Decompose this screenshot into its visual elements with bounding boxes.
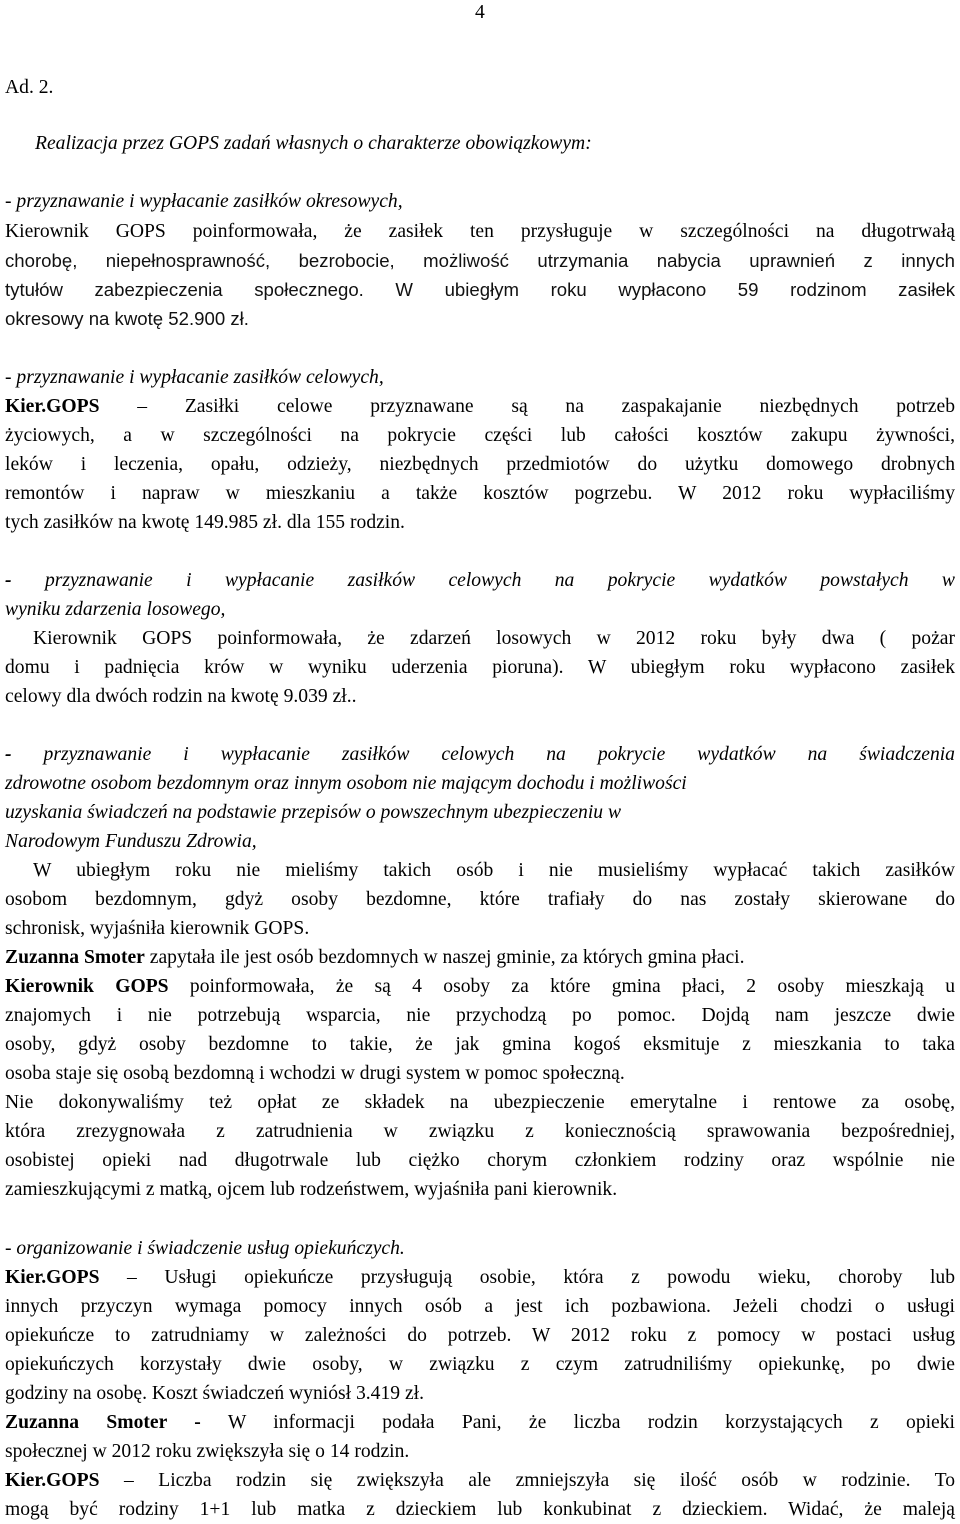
speaker-label: Zuzanna Smoter — [5, 947, 145, 968]
sec4-para-3: osobistej opieki nad długotrwale lub ciężko chorym członkiem rodziny oraz wspólnie nie — [5, 1150, 955, 1171]
sec1-line-3: tytułów zabezpieczenia społecznego. W ubiegłym roku wypłacono 59 rodzinom zasiłek — [5, 279, 955, 300]
sec4-title-2: zdrowotne osobom bezdomnym oraz innym osobom nie mającym dochodu i możliwości — [5, 773, 687, 794]
sec1-line-1: Kierownik GOPS poinformowała, że zasiłek ten przysługuje w szczególności na długotrwałą — [5, 221, 955, 242]
sec5-answer-1-text: – Liczba rodzin się zwiększyła ale zmniejszyła się ilość osób w rodzinie. To — [99, 1470, 955, 1491]
section-heading: Ad. 2. — [5, 77, 54, 98]
sec1-line-4: okresowy na kwotę 52.900 zł. — [5, 308, 249, 329]
sec3-title-1 — [5, 567, 955, 595]
sec4-answer-4: osoba staje się osobą bezdomną i wchodzi w drugi system w pomoc społeczną. — [5, 1063, 625, 1084]
sec2-line-3: leków i leczenia, opału, odzieży, niezbędnych przedmiotów do użytku domowego drobnych — [5, 454, 955, 475]
sec4-line-1: W ubiegłym roku nie mieliśmy takich osób i nie musieliśmy wypłacać takich zasiłków — [33, 860, 955, 881]
sec2-line-5: tych zasiłków na kwotę 149.985 zł. dla 155 rodzin. — [5, 512, 405, 533]
sec5-question-text: W informacji podała Pani, że liczba rodzin korzystających z opieki — [200, 1412, 955, 1433]
sec5-question — [5, 1409, 955, 1437]
dash: - — [5, 744, 44, 765]
sec5-answer-1 — [5, 1467, 955, 1495]
sec4-para-1: Nie dokonywaliśmy też opłat ze składek na ubezpieczenie emerytalne i rentowe za osobę, — [5, 1092, 955, 1113]
speaker-label: Zuzanna Smoter - — [5, 1412, 201, 1433]
sec4-line-3: schronisk, wyjaśniła kierownik GOPS. — [5, 918, 310, 939]
sec1-title: - przyznawanie i wypłacanie zasiłków okresowych, — [5, 191, 403, 212]
sec4-title-3: uzyskania świadczeń na podstawie przepisów o powszechnym ubezpieczeniu w — [5, 802, 622, 823]
intro-heading: Realizacja przez GOPS zadań własnych o charakterze obowiązkowym: — [35, 133, 592, 154]
sec3-line-1: Kierownik GOPS poinformowała, że zdarzeń losowych w 2012 roku były dwa ( pożar — [33, 628, 955, 649]
sec4-line-2: osobom bezdomnym, gdyż osoby bezdomne, które trafiały do nas zostały skierowane do — [5, 889, 955, 910]
sec4-title-1 — [5, 741, 955, 769]
sec2-line-1 — [5, 393, 955, 421]
sec4-question-text: zapytała ile jest osób bezdomnych w naszej gminie, za których gmina płaci. — [144, 947, 745, 968]
sec2-line-4: remontów i napraw w mieszkaniu a także kosztów pogrzebu. W 2012 roku wypłaciliśmy — [5, 483, 955, 504]
sec4-answer-3: osoby, gdyż osoby bezdomne to takie, że jak gmina kogoś eksmituje z mieszkania to taka — [5, 1034, 955, 1055]
sec5-answer-2: mogą być rodziny 1+1 lub matka z dzieckiem lub konkubinat z dzieckiem. Widać, że maleją — [5, 1499, 955, 1520]
sec4-para-2: która zrezygnowała z zatrudnienia w związku z koniecznością sprawowania bezpośredniej, — [5, 1121, 955, 1142]
speaker-label: Kier.GOPS — [5, 396, 100, 417]
sec4-question — [5, 944, 955, 972]
sec5-line-5: godziny na osobę. Koszt świadczeń wyniósł 3.419 zł. — [5, 1383, 425, 1404]
sec3-title-2: wyniku zdarzenia losowego, — [5, 599, 226, 620]
sec1-line-2: chorobę, niepełnosprawność, bezrobocie, możliwość utrzymania nabycia uprawnień z innych — [5, 250, 955, 271]
sec5-line-4: opiekuńczych korzystały dwie osoby, w związku z czym zatrudniliśmy opiekunkę, po dwie — [5, 1354, 955, 1375]
sec5-line-2: innych przyczyn wymaga pomocy innych osób a jest ich pozbawiona. Jeżeli chodzi o usługi — [5, 1296, 955, 1317]
sec2-line-1-text: – Zasiłki celowe przyznawane są na zaspakajanie niezbędnych potrzeb — [99, 396, 955, 417]
page-number: 4 — [475, 2, 485, 23]
dash: - — [5, 570, 45, 591]
sec2-line-2: życiowych, a w szczególności na pokrycie części lub całości kosztów zakupu żywności, — [5, 425, 955, 446]
speaker-label: Kier.GOPS — [5, 1267, 100, 1288]
sec4-title-4: Narodowym Funduszu Zdrowia, — [5, 831, 257, 852]
sec4-para-4: zamieszkującymi z matką, ojcem lub rodzeństwem, wyjaśniła pani kierownik. — [5, 1179, 618, 1200]
sec3-line-3: celowy dla dwóch rodzin na kwotę 9.039 zł.. — [5, 686, 357, 707]
sec4-answer-1-text: poinformowała, że są 4 osoby za które gmina płaci, 2 osoby mieszkają u — [168, 976, 955, 997]
speaker-label: Kierownik GOPS — [5, 976, 169, 997]
sec4-title-1-text: przyznawanie i wypłacanie zasiłków celowych na pokrycie wydatków na świadczenia — [43, 744, 955, 765]
sec5-question-2: społecznej w 2012 roku zwiększyła się o 14 rodzin. — [5, 1441, 410, 1462]
sec5-line-1 — [5, 1264, 955, 1292]
sec4-answer-1 — [5, 973, 955, 1001]
sec5-title: - organizowanie i świadczenie usług opiekuńczych. — [5, 1238, 405, 1259]
sec4-answer-2: znajomych i nie potrzebują wsparcia, nie przychodzą po pomoc. Dojdą nam jeszcze dwie — [5, 1005, 955, 1026]
speaker-label: Kier.GOPS — [5, 1470, 100, 1491]
sec3-title-1-text: przyznawanie i wypłacanie zasiłków celowych na pokrycie wydatków powstałych w — [44, 570, 955, 591]
sec3-line-2: domu i padnięcia krów w wyniku uderzenia pioruna). W ubiegłym roku wypłacono zasiłek — [5, 657, 955, 678]
sec2-title: - przyznawanie i wypłacanie zasiłków celowych, — [5, 367, 384, 388]
sec5-line-3: opiekuńcze to zatrudniamy w zależności do potrzeb. W 2012 roku z pomocy w postaci usług — [5, 1325, 955, 1346]
sec5-line-1-text: – Usługi opiekuńcze przysługują osobie, która z powodu wieku, choroby lub — [99, 1267, 955, 1288]
